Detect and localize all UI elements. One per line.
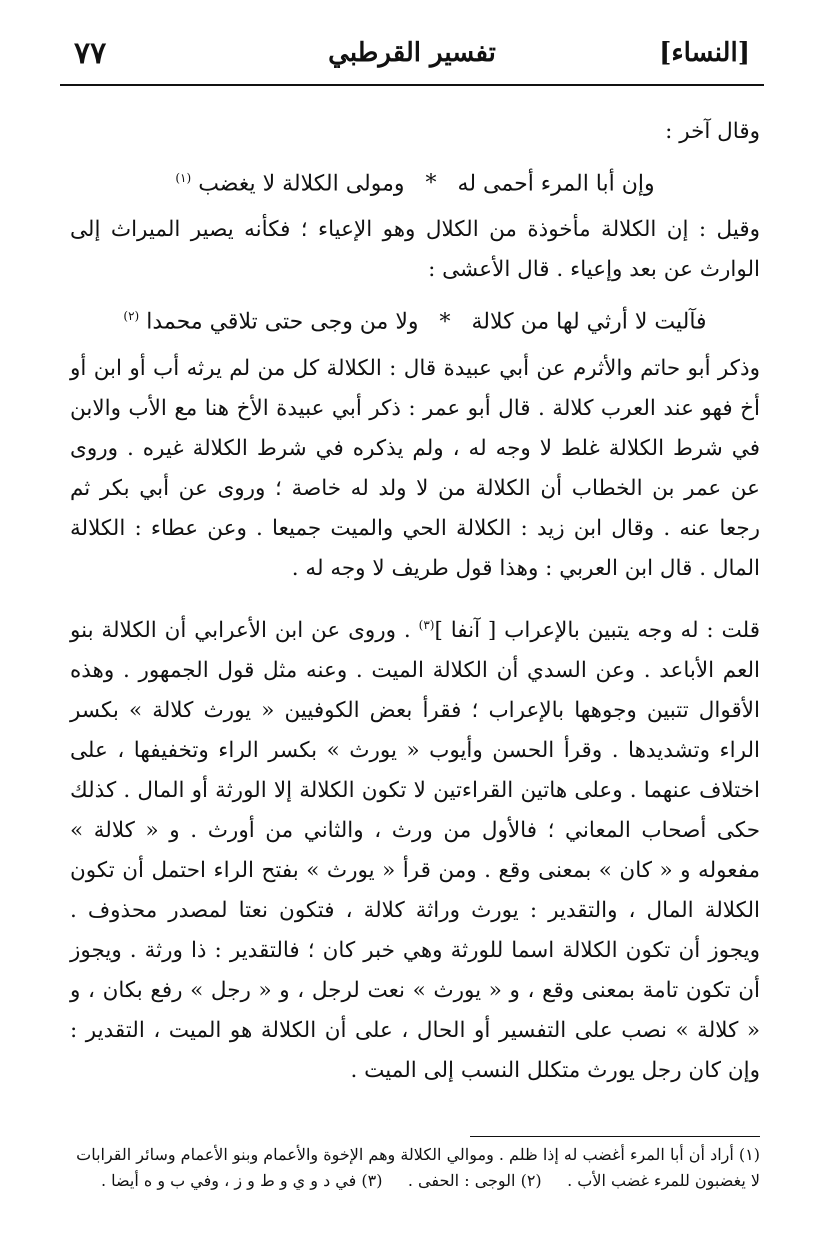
- page-header: [60, 32, 764, 82]
- verse-separator-icon: *: [439, 309, 451, 335]
- footnote-1: (١) أراد أن أبا المرء أغضب له إذا ظلم . وموالي الكلالة وهم الإخوة والأعمام وبنو الأعمام وسائر القرابات: [76, 1145, 760, 1164]
- page-number: ٧٧: [74, 36, 107, 71]
- paragraph-qultu-rest: . وروى عن ابن الأعرابي أن الكلالة بنو العم الأباعد . وعن السدي أن الكلالة الميت . وعنه مثل قول الجمهور . وهذه الأقوال تتبين وجوهها بالإعراب ؛ فقرأ بعض الكوفيين « يورث كلالة » بكسر الراء وتشديدها . وقرأ الحسن وأيوب « يورث » بكسر الراء وتخفيفها ، على اختلاف عنهما . وعلى هاتين القراءتين لا تكون الكلالة إلا الورثة أو المال . كذلك حكى أصحاب المعاني ؛ فالأول من ورث ، والثاني من أورث . و « كلالة » مفعوله و « كان » بمعنى وقع . ومن قرأ « يورث » بفتح الراء احتمل أن تكون الكلالة المال ، والتقدير : يورث وراثة كلالة ، فتكون نعتا لمصدر محذوف . ويجوز أن تكون الكلالة اسما للورثة وهي خبر كان ؛ فالتقدير : ذا ورثة . ويجوز أن تكون تامة بمعنى وقع ، و « يورث » نعت لرجل ، و « رجل » رفع بكان ، و « كلالة » نصب على التفسير أو الحال ، على أن الكلالة هو الميت ، التقدير : وإن كان رجل يورث متكلل النسب إلى الميت .: [70, 617, 760, 1083]
- verse-2: [70, 294, 760, 344]
- intro-line: وقال آخر :: [665, 119, 760, 144]
- paragraph-abu-hatim: وذكر أبو حاتم والأثرم عن أبي عبيدة قال : الكلالة كل من لم يرثه أب أو ابن أو أخ فهو عند العرب كلالة . قال أبو عمر : ذكر أبي عبيدة الأخ هنا مع الأب والابن في شرط الكلالة غلط لا وجه له ، ولم يذكره في شرط الكلالة غيره . وروى عن عمر بن الخطاب أن الكلالة من لا ولد له خاصة ؛ وروى عن أبي بكر ثم رجعا عنه . وقال ابن زيد : الكلالة الحي والميت جميعا . وعن عطاء : الكلالة المال . قال ابن العربي : وهذا قول طريف لا وجه له .: [70, 355, 760, 581]
- footnote-rule: [470, 1136, 760, 1137]
- running-title: تفسير القرطبي: [328, 38, 496, 68]
- footnote-ref-1: (١): [175, 171, 192, 185]
- verse-2-hemistich-2: ولا من وجى حتى تلاقي محمدا: [146, 309, 419, 335]
- footnote-2: (٢) الوجى : الحفى .: [407, 1171, 542, 1190]
- footnote-line-2: [64, 1168, 760, 1194]
- paragraph-qultu-start: قلت : له وجه يتبين بالإعراب [ آنفا ]: [434, 617, 760, 643]
- footnote-3: (٣) في د و ي و ط و ز ، وفي ب و ه أيضا .: [100, 1171, 383, 1190]
- header-rule: [60, 84, 764, 86]
- surah-name: [النساء]: [659, 38, 750, 68]
- footnotes: [64, 1142, 760, 1194]
- verse-1-hemistich-1: وإن أبا المرء أحمى له: [457, 171, 655, 197]
- verse-1: [70, 156, 760, 206]
- main-text: [70, 112, 760, 1091]
- verse-1-hemistich-2: ومولى الكلالة لا يغضب: [198, 171, 405, 197]
- paragraph-qultu: [70, 605, 760, 1091]
- footnote-1-end: لا يغضبون للمرء غضب الأب .: [567, 1171, 760, 1190]
- paragraph-kalal: وقيل : إن الكلالة مأخوذة من الكلال وهو الإعياء ؛ فكأنه يصير الميراث إلى الوارث عن بعد وإعياء . قال الأعشى :: [70, 217, 760, 283]
- verse-separator-icon: *: [425, 171, 437, 197]
- footnote-ref-3: (٣): [418, 617, 435, 632]
- footnote-ref-2: (٢): [123, 309, 140, 324]
- verse-2-hemistich-1: فآليت لا أرثي لها من كلالة: [471, 309, 707, 335]
